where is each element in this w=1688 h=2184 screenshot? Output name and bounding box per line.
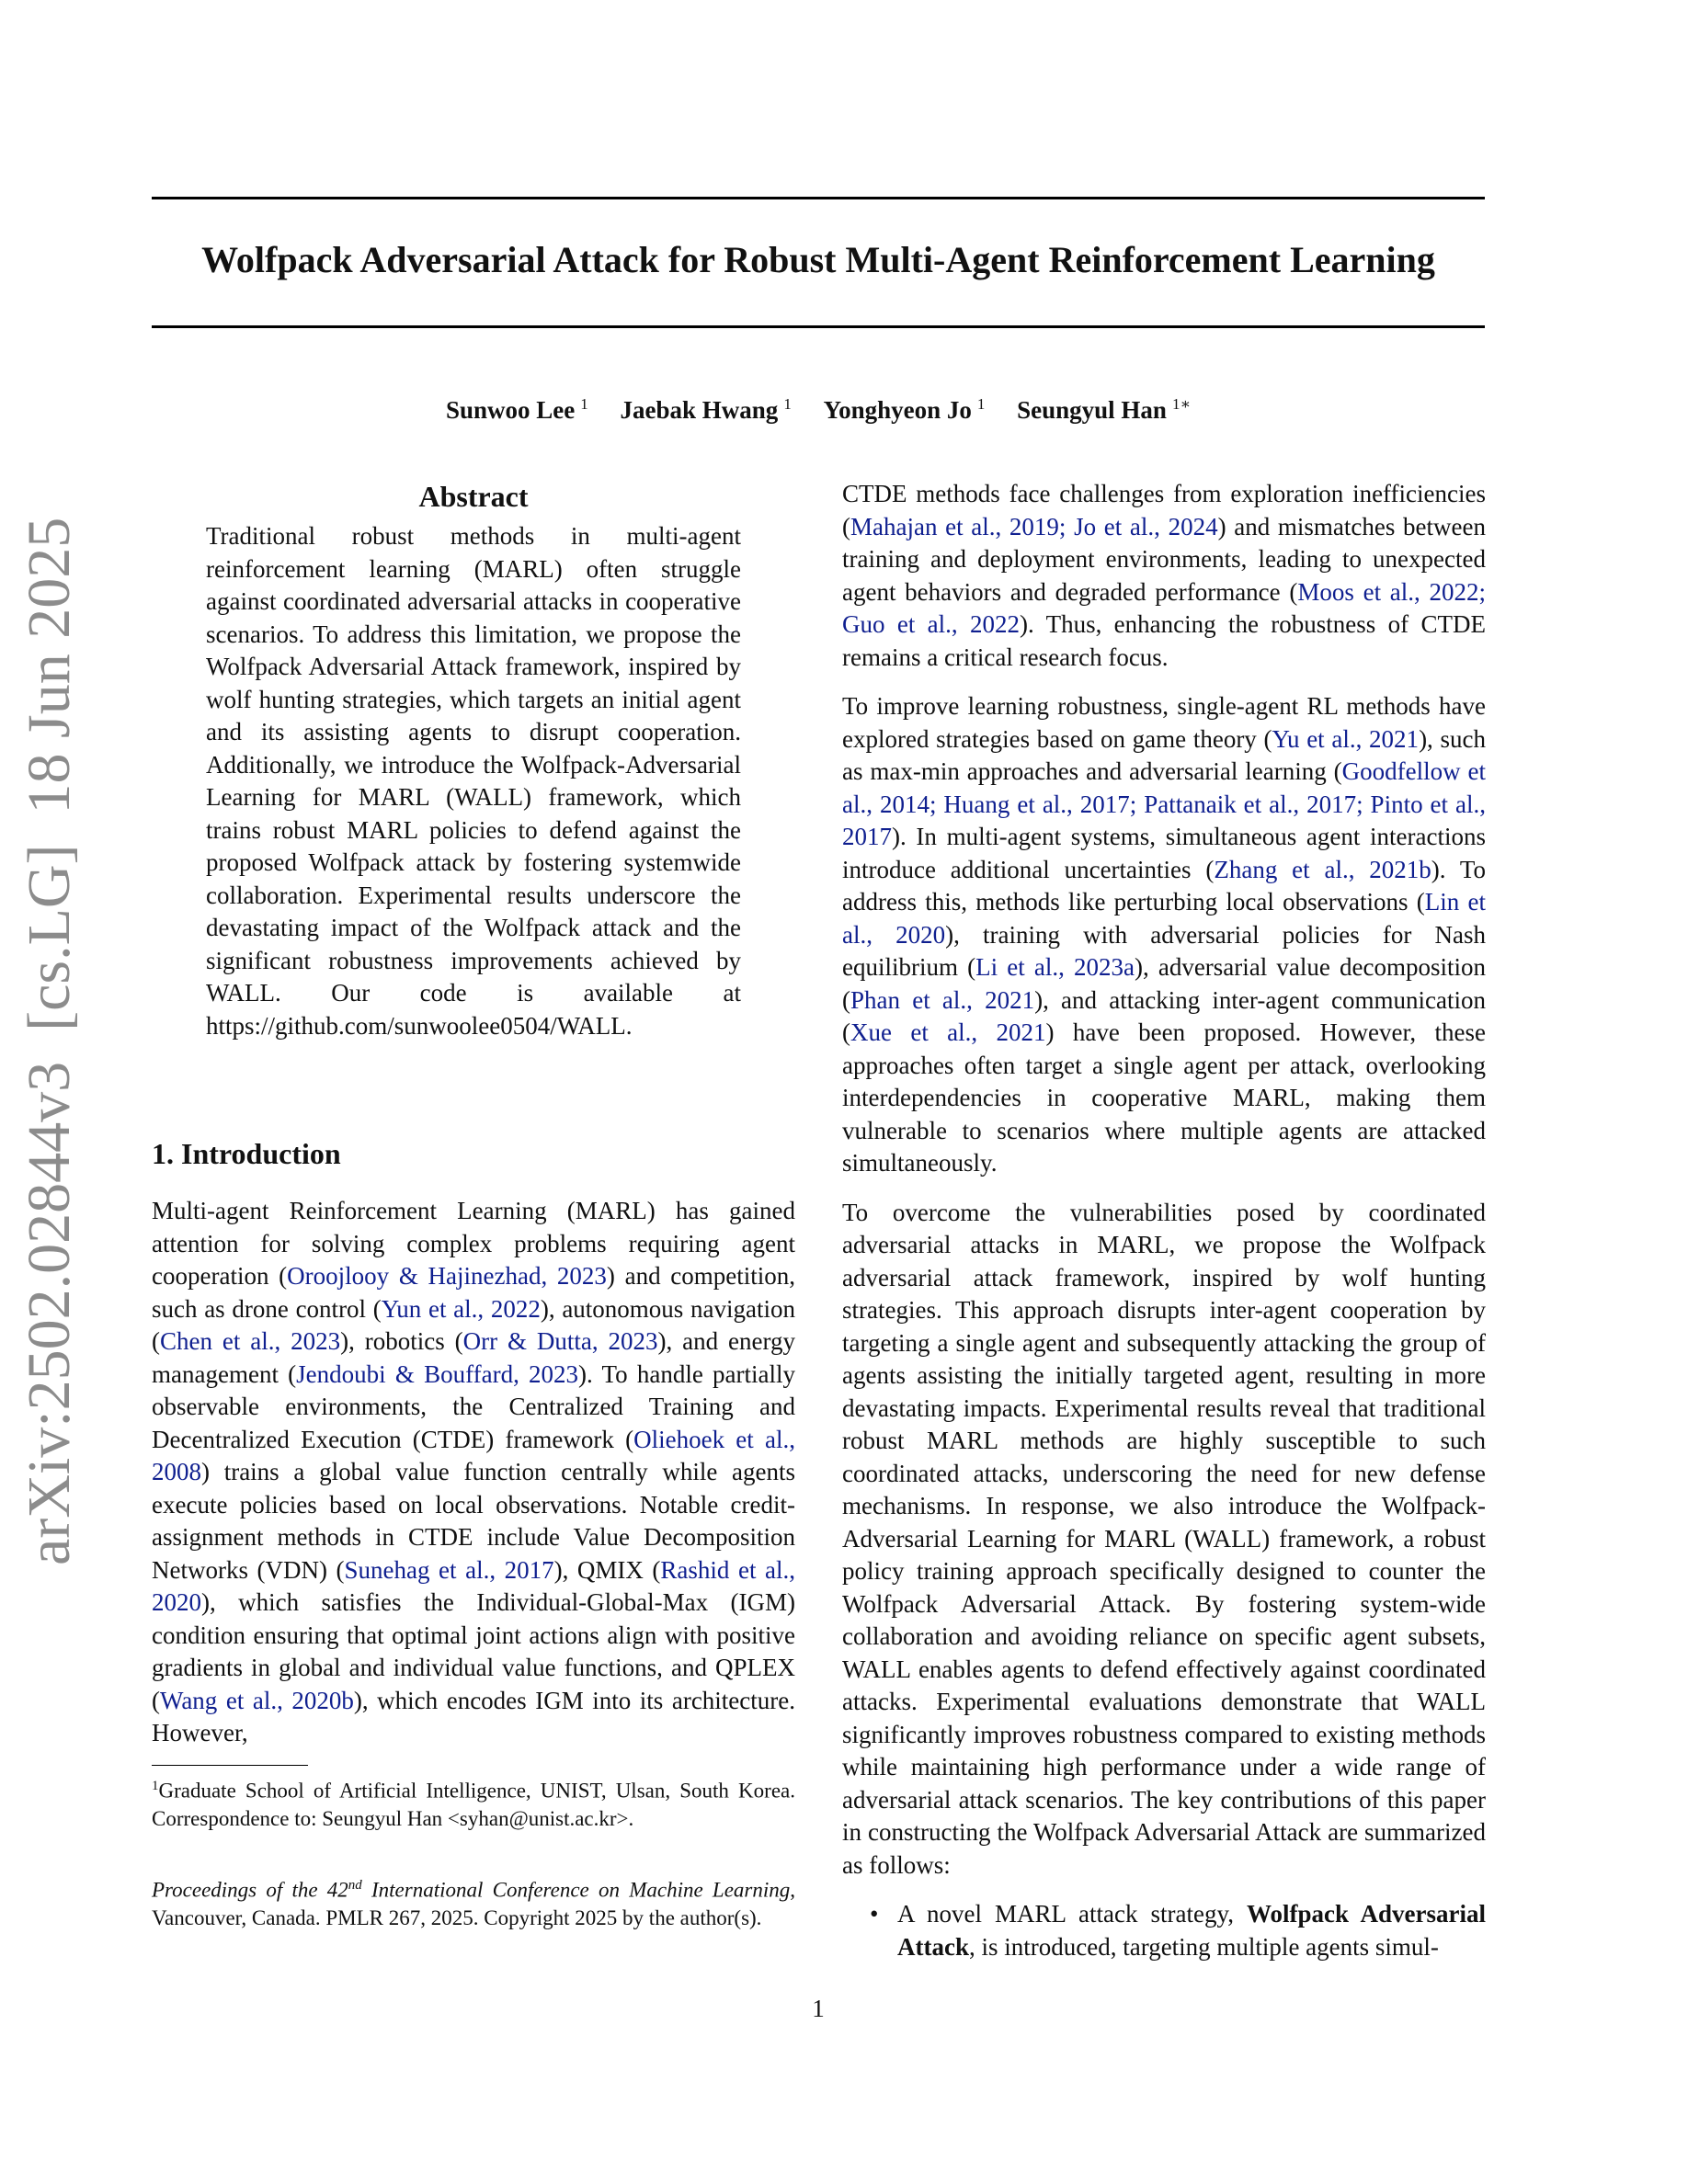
citation-link[interactable]: Mahajan et al., 2019; Jo et al., 2024 bbox=[850, 512, 1218, 540]
citation-link[interactable]: Orr & Dutta, 2023 bbox=[462, 1327, 658, 1355]
title-top-rule bbox=[152, 197, 1485, 199]
author-name: Yonghyeon Jo bbox=[823, 396, 972, 424]
author-list bbox=[152, 388, 1485, 427]
proceedings-number: 42 bbox=[326, 1878, 348, 1902]
footnote-mark: 1 bbox=[152, 1779, 159, 1793]
author bbox=[446, 388, 588, 427]
affiliation-footnote bbox=[152, 1772, 795, 1833]
author-name: Jaebak Hwang bbox=[620, 396, 779, 424]
citation-link[interactable]: Wang et al., 2020b bbox=[160, 1686, 354, 1714]
citation-link[interactable]: Phan et al., 2021 bbox=[850, 985, 1035, 1014]
proceedings-conference: International Conference on Machine Learning bbox=[361, 1878, 791, 1902]
intro-paragraph-1: Multi-agent Reinforcement Learning (MARL) has gained attention for solving complex problems requiring agent cooperation (Oroojlooy & Hajinezhad, 2023) and competition, such as drone control (Yun et al., 2022), autonomous navigation (Chen et al., 2023), robotics (Orr & Dutta, 2023), and energy management (Jendoubi & Bouffard, 2023). To handle partially observable environments, the Centralized Training and Decentralized Execution (CTDE) framework (Oliehoek et al., 2008) trains a global value function centrally while agents execute policies based on local observations. Notable credit-assignment methods in CTDE include Value Decomposition Networks (VDN) (Sunehag et al., 2017), QMIX (Rashid et al., 2020), which satisfies the Individual-Global-Max (IGM) condition ensuring that optimal joint actions align with positive gradients in global and individual value functions, and QPLEX (Wang et al., 2020b), which encodes IGM into its architecture. However, bbox=[152, 1197, 796, 1746]
page-number: 1 bbox=[812, 1995, 825, 2022]
citation-link[interactable]: Xue et al., 2021 bbox=[850, 1018, 1046, 1046]
intro-paragraph-2: CTDE methods face challenges from exploration inefficiencies (Mahajan et al., 2019; Jo et al., 2024) and mismatches between training and deployment environments, leading to unexpected agent behaviors and degraded performance (Moos et al., 2022; Guo et al., 2022). Thus, enhancing the robustness of CTDE remains a critical research focus. bbox=[842, 480, 1486, 671]
intro-column-left bbox=[152, 1195, 795, 1767]
abstract-heading: Abstract bbox=[418, 480, 529, 513]
citation-link[interactable]: Yu et al., 2021 bbox=[1272, 724, 1420, 753]
title-bottom-rule bbox=[152, 325, 1485, 328]
intro-column-right bbox=[842, 478, 1486, 1963]
citation-link[interactable]: Goodfellow et al., 2014; Huang et al., 2017; Pattanaik et al., 2017; Pinto et al., 2017 bbox=[842, 757, 1486, 850]
intro-paragraph-4: To overcome the vulnerabilities posed by coordinated adversarial attacks in MARL, we propose the Wolfpack adversarial attack framework, inspired by wolf hunting strategies. This approach disrupts inter-agent cooperation by targeting a single agent and subsequently attacking the group of agents assisting the initially targeted agent, resulting in more devastating impacts. Experimental results reveal that traditional robust MARL methods are highly susceptible to such coordinated attacks, underscoring the need for new defense mechanisms. In response, we also introduce the Wolfpack-Adversarial Learning for MARL (WALL) framework, a robust policy training approach specifically designed to counter the Wolfpack Adversarial Attack. By fostering system-wide collaboration and avoiding reliance on specific agent subsets, WALL enables agents to defend effectively against coordinated attacks. Experimental evaluations demonstrate that WALL significantly improves robustness compared to existing methods while maintaining high performance under a wide range of adversarial attack scenarios. The key contributions of this paper in constructing the Wolfpack Adversarial Attack are summarized as follows: bbox=[842, 1198, 1486, 1879]
citation-link[interactable]: Zhang et al., 2021b bbox=[1214, 855, 1431, 883]
author-affiliation-mark: 1∗ bbox=[1171, 395, 1191, 413]
contribution-item bbox=[870, 1898, 1487, 1963]
intro-paragraph-3: To improve learning robustness, single-agent RL methods have explored strategies based on game theory (Yu et al., 2021), such as max-min approaches and adversarial learning (Goodfellow et al., 2014; Huang et al., 2017; Pattanaik et al., 2017; Pinto et al., 2017). In multi-agent systems, simultaneous agent interactions introduce additional uncertainties (Zhang et al., 2021b). To address this, methods like perturbing local observations (Lin et al., 2020), training with adversarial policies for Nash equilibrium (Li et al., 2023a), adversarial value decomposition (Phan et al., 2021), and attacking inter-agent communication (Xue et al., 2021) have been proposed. However, these approaches often target a single agent per attack, overlooking interdependencies in cooperative MARL, making them vulnerable to scenarios where multiple agents are attacked simultaneously. bbox=[842, 692, 1486, 1177]
author-name: Seungyul Han bbox=[1017, 396, 1167, 424]
contribution-list bbox=[842, 1898, 1486, 1963]
citation-link[interactable]: Jendoubi & Bouffard, 2023 bbox=[296, 1359, 579, 1388]
citation-link[interactable]: Oroojlooy & Hajinezhad, 2023 bbox=[287, 1262, 607, 1290]
citation-link[interactable]: Li et al., 2023a bbox=[975, 953, 1135, 981]
author-affiliation-mark: 1 bbox=[580, 395, 588, 413]
bold-term: Wolfpack Adversarial Attack bbox=[897, 1900, 1487, 1961]
citation-link[interactable]: Lin et al., 2020 bbox=[842, 888, 1486, 949]
author-affiliation-mark: 1 bbox=[783, 395, 792, 413]
proceedings-ordinal: nd bbox=[348, 1878, 362, 1893]
citation-link[interactable]: Oliehoek et al., 2008 bbox=[152, 1425, 795, 1485]
citation-link[interactable]: Moos et al., 2022; Guo et al., 2022 bbox=[842, 577, 1486, 638]
abstract-text: Traditional robust methods in multi-agent reinforcement learning (MARL) often struggle against coordinated adversarial attacks in cooperative scenarios. To address this limitation, we propose the Wolfpack Adversarial Attack framework, inspired by wolf hunting strategies, which targets an initial agent and its assisting agents to disrupt cooperation. Additionally, we introduce the Wolfpack-Adversarial Learning for MARL (WALL) framework, which trains robust MARL policies to defend against the proposed Wolfpack attack by fostering systemwide collaboration. Experimental results underscore the devastating impact of the Wolfpack attack and the significant robustness improvements achieved by WALL. Our code is available at https://github.com/sunwoolee0504/WALL. bbox=[206, 522, 741, 1040]
author bbox=[621, 388, 792, 427]
arxiv-identifier-stamp: arXiv:2502.02844v3 [cs.LG] 18 Jun 2025 bbox=[16, 517, 83, 1565]
contribution-text: A novel MARL attack strategy, Wolfpack Adversarial Attack, is introduced, targeting multiple agents simul- bbox=[897, 1900, 1487, 1961]
footnote-text: Graduate School of Artificial Intelligence, UNIST, Ulsan, South Korea. Correspondence to: Seungyul Han <syhan@unist.ac.kr>. bbox=[152, 1779, 795, 1830]
citation-link[interactable]: Sunehag et al., 2017 bbox=[344, 1555, 554, 1584]
paper-title: Wolfpack Adversarial Attack for Robust Multi-Agent Reinforcement Learning bbox=[201, 239, 1435, 280]
citation-link[interactable]: Chen et al., 2023 bbox=[160, 1327, 341, 1355]
author-name: Sunwoo Lee bbox=[445, 396, 576, 424]
author bbox=[1017, 388, 1191, 427]
author bbox=[824, 388, 986, 427]
proceedings-note bbox=[152, 1871, 795, 1932]
author-affiliation-mark: 1 bbox=[976, 395, 986, 413]
proceedings-rest: , Vancouver, Canada. PMLR 267, 2025. Copyright 2025 by the author(s). bbox=[152, 1878, 795, 1929]
proceedings-prefix: Proceedings of the bbox=[152, 1878, 327, 1902]
citation-link[interactable]: Yun et al., 2022 bbox=[381, 1294, 541, 1323]
section-heading-introduction: 1. Introduction bbox=[152, 1137, 341, 1170]
bullet-icon: • bbox=[870, 1900, 879, 1928]
footnote-rule bbox=[152, 1765, 308, 1766]
citation-link[interactable]: Rashid et al., 2020 bbox=[152, 1555, 795, 1616]
